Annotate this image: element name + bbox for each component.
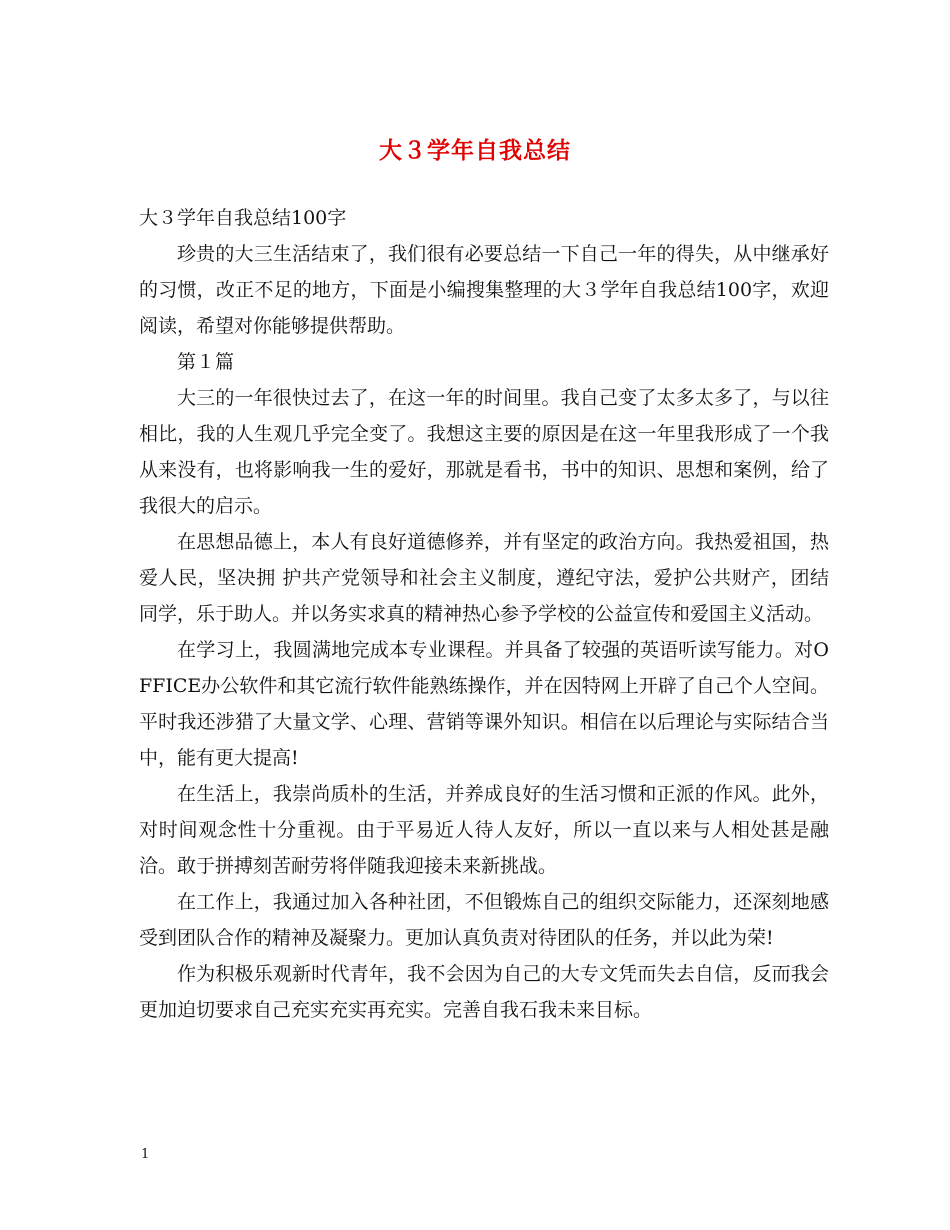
paragraph-work: 在工作上，我通过加入各种社团，不但锻炼自己的组织交际能力，还深刻地感受到团队合作的精神及凝聚力。更加认真负责对待团队的任务，并以此为荣! bbox=[139, 891, 829, 949]
document-subtitle: 大３学年自我总结100字 bbox=[139, 207, 347, 229]
document-body bbox=[139, 200, 829, 1028]
paragraph-study: 在学习上，我圆满地完成本专业课程。并具备了较强的英语听读写能力。对OFFICE办公软件和其它流行软件能熟练操作，并在因特网上开辟了自己个人空间。平时我还涉猎了大量文学、心理、营销等课外知识。相信在以后理论与实际结合当中，能有更大提高! bbox=[139, 639, 829, 769]
page-number: 1 bbox=[141, 1147, 150, 1162]
paragraph-morality: 在思想品德上，本人有良好道德修养，并有坚定的政治方向。我热爱祖国，热爱人民，坚决拥 护共产党领导和社会主义制度，遵纪守法，爱护公共财产，团结同学，乐于助人。并以务实求真的精神热心参予学校的公益宣传和爱国主义活动。 bbox=[139, 531, 829, 625]
section-heading: 第１篇 bbox=[177, 351, 235, 373]
paragraph-conclusion: 作为积极乐观新时代青年，我不会因为自己的大专文凭而失去自信，反而我会更加迫切要求自己充实充实再充实。完善自我石我未来目标。 bbox=[139, 963, 829, 1021]
paragraph-life: 在生活上，我崇尚质朴的生活，并养成良好的生活习惯和正派的作风。此外，对时间观念性十分重视。由于平易近人待人友好，所以一直以来与人相处甚是融洽。敢于拼搏刻苦耐劳将伴随我迎接未来新挑战。 bbox=[139, 783, 829, 877]
document-title: 大３学年自我总结 bbox=[379, 137, 571, 164]
paragraph-overview: 大三的一年很快过去了，在这一年的时间里。我自己变了太多太多了，与以往相比，我的人生观几乎完全变了。我想这主要的原因是在这一年里我形成了一个我从来没有，也将影响我一生的爱好，那就是看书，书中的知识、思想和案例，给了我很大的启示。 bbox=[139, 387, 829, 517]
paragraph-intro: 珍贵的大三生活结束了，我们很有必要总结一下自己一年的得失，从中继承好的习惯，改正不足的地方，下面是小编搜集整理的大３学年自我总结100字，欢迎阅读，希望对你能够提供帮助。 bbox=[139, 243, 829, 337]
